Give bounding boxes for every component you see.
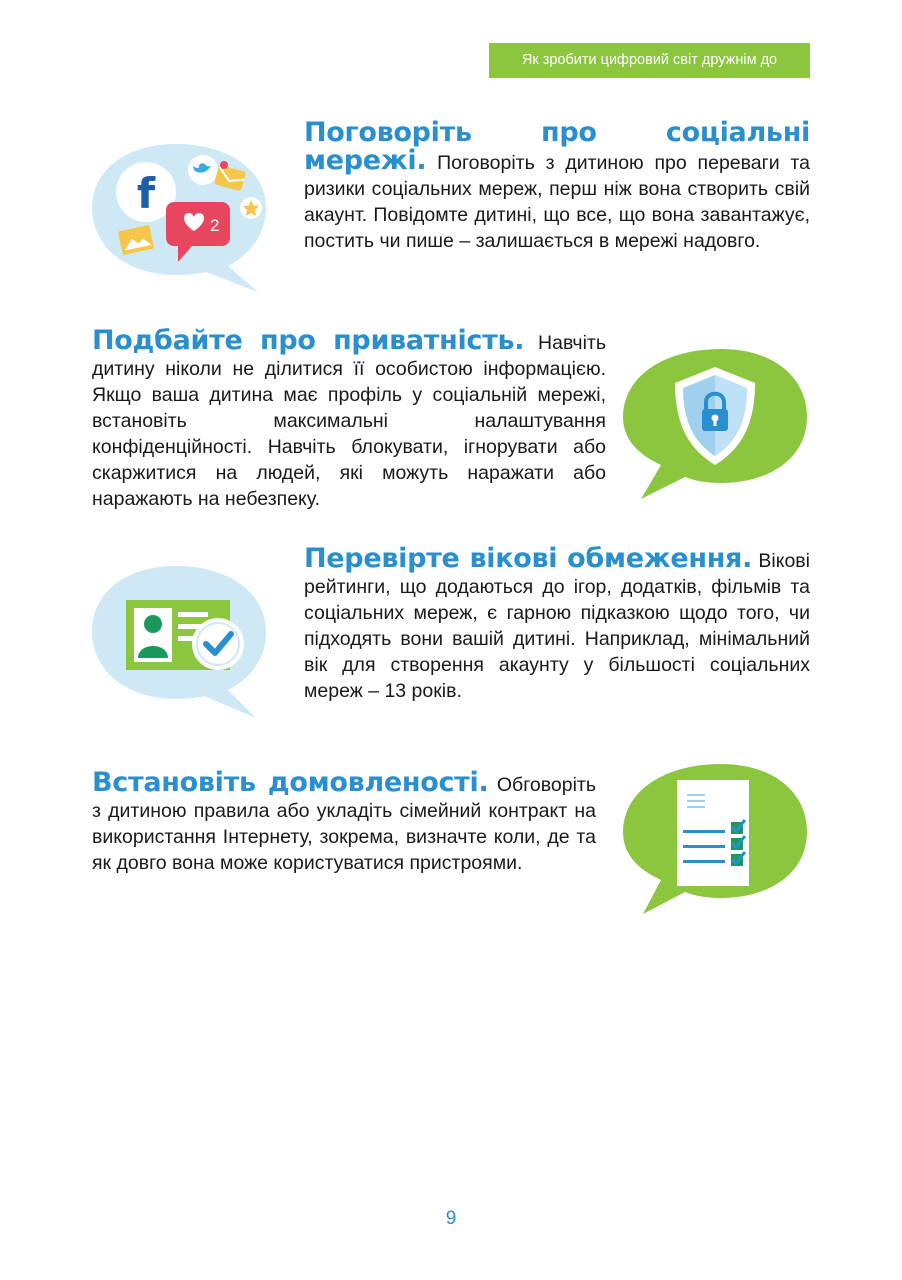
section-paragraph (304, 117, 810, 254)
privacy-shield-illustration (615, 345, 811, 503)
checklist-icon (677, 780, 749, 886)
svg-text:f: f (136, 169, 156, 218)
section-paragraph (92, 767, 597, 876)
page-number: 9 (445, 1208, 457, 1229)
section-heading: Поговоріть про соціальні мережі. (304, 117, 810, 176)
check-badge-icon (192, 618, 244, 670)
svg-text:2: 2 (210, 216, 220, 235)
section-paragraph (92, 325, 607, 512)
star-icon (240, 197, 262, 219)
section-body: Навчіть дитину ніколи не ділитися її особистою інформацією. Якщо ваша дитина має профіль у соціальній мережі, встановіть максимальні налаштування конфіденційності. Навчіть блокувати, ігнорувати або скаржитися на людей, які можуть наражати або наражають на небезпеку. (92, 332, 607, 510)
checklist-illustration (615, 760, 811, 918)
section-heading: Перевірте вікові обмеження. (304, 543, 753, 574)
id-card-illustration (88, 562, 268, 720)
section-heading: Подбайте про приватність. (92, 325, 525, 356)
chapter-header-tag: Як зробити цифровий світ дружнім до (489, 43, 810, 78)
section-paragraph (304, 543, 810, 704)
section-body: Поговоріть з дитиною про переваги та ризики соціальних мереж, перш ніж вона створить свій акаунт. Повідомте дитині, що все, що вона завантажує, постить чи пише – залишається в мережі надовго. (304, 152, 810, 252)
section-heading: Встановіть домовленості. (92, 767, 489, 798)
social-media-illustration (88, 140, 268, 298)
section-body: Вікові рейтинги, що додаються до ігор, додатків, фільмів та соціальних мереж, є гарною підказкою щодо того, чи підходять вони вашій дитині. Наприклад, мінімальний вік для створення акаунту у більшості соціальних мереж – 13 років. (304, 550, 810, 702)
section-body: Обговоріть з дитиною правила або укладіть сімейний контракт на використання Інтернету, зокрема, визначте коли, де та як довго вона може користуватися пристроями. (92, 774, 597, 874)
